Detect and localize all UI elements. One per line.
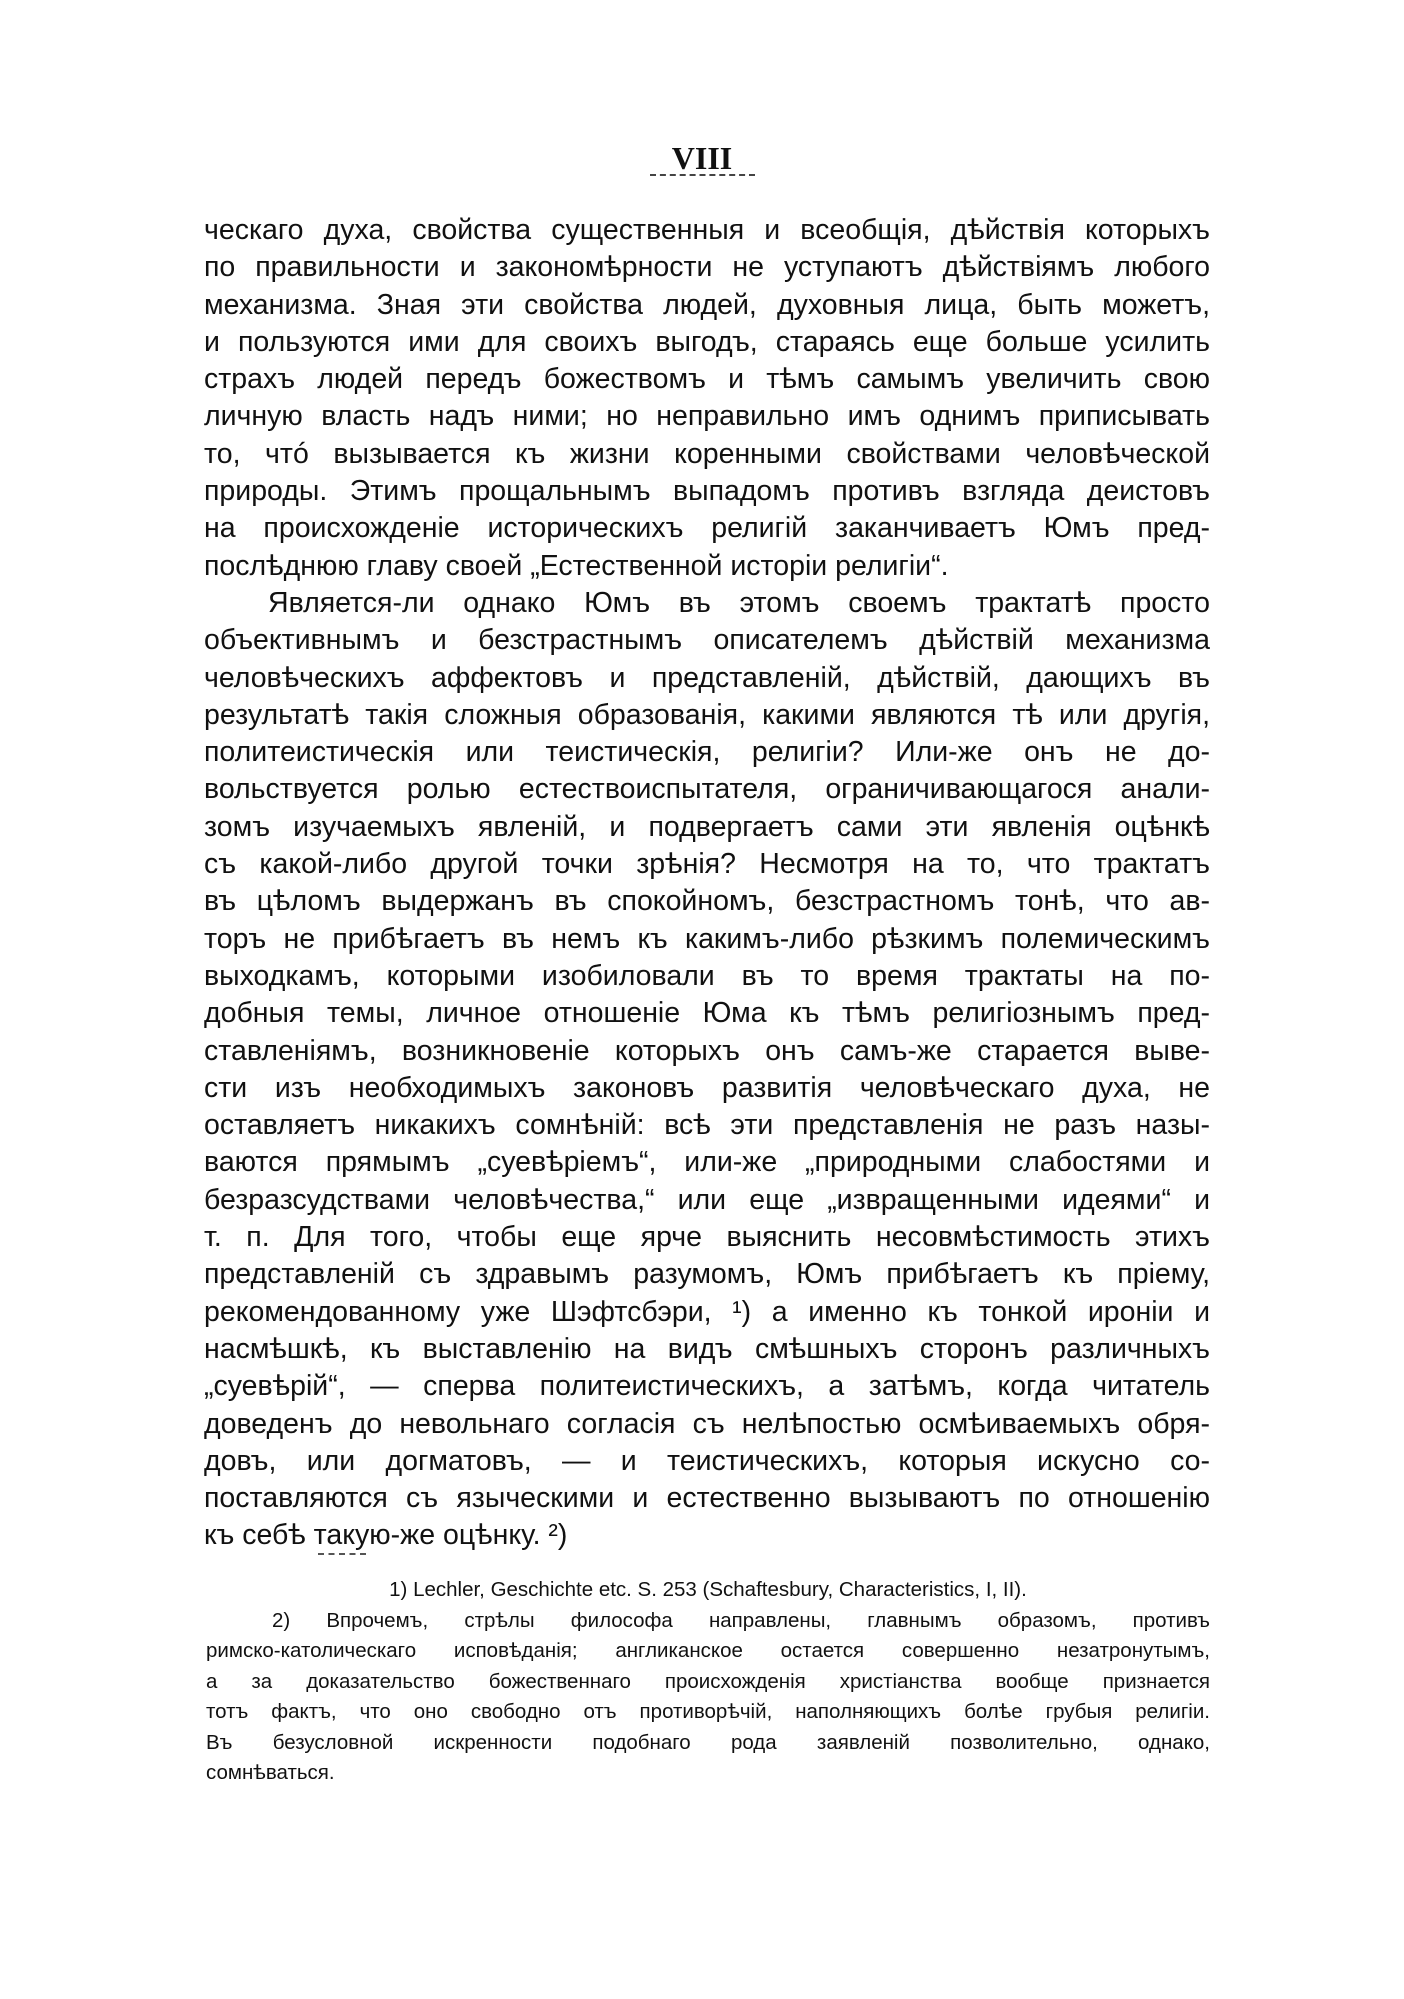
main-text <box>204 212 1210 1555</box>
text-line: съ какой-либо другой точки зрѣнія? Несмотря на то, что трактатъ <box>204 848 1210 881</box>
text-line: добныя темы, личное отношеніе Юма къ тѣмъ религіознымъ пред- <box>204 997 1210 1030</box>
text-line: послѣднюю главу своей „Естественной исторіи религіи“. <box>204 549 949 582</box>
text-line: довъ, или догматовъ, — и теистическихъ, которыя искусно со- <box>204 1444 1210 1477</box>
footnote-2-line: сомнѣваться. <box>206 1761 335 1784</box>
text-line: ставленіямъ, возникновеніе которыхъ онъ самъ-же старается выве- <box>204 1034 1210 1067</box>
footnote-2-line: тотъ фактъ, что оно свободно отъ противорѣчій, наполняющихъ болѣе грубыя религіи. <box>206 1700 1210 1723</box>
text-line: человѣческихъ аффектовъ и представленій, дѣйствій, дающихъ въ <box>204 661 1210 694</box>
text-line: доведенъ до невольнаго согласія съ нелѣпостью осмѣиваемыхъ обря- <box>204 1407 1210 1440</box>
text-line: то, чтó вызывается къ жизни коренными свойствами человѣческой <box>204 437 1210 470</box>
text-line: вольствуется ролью естествоиспытателя, ограничивающагося анали- <box>204 773 1210 806</box>
footnote-separator <box>318 1553 366 1555</box>
text-line: „суевѣрій“, — сперва политеистическихъ, а затѣмъ, когда читатель <box>204 1370 1210 1403</box>
text-line: политеистическія или теистическія, религіи? Или-же онъ не до- <box>204 736 1210 769</box>
page-number-underline <box>650 174 755 176</box>
text-line: ческаго духа, свойства существенныя и всеобщія, дѣйствія которыхъ <box>204 214 1210 246</box>
text-line: личную власть надъ ними; но неправильно имъ однимъ приписывать <box>204 400 1210 433</box>
text-line: и пользуются ими для своихъ выгодъ, стараясь еще больше усилить <box>204 325 1210 358</box>
text-line: рекомендованному уже Шэфтсбэри, ¹) а именно къ тонкой ироніи и <box>204 1295 1210 1328</box>
text-line: оставляетъ никакихъ сомнѣній: всѣ эти представленія не разъ назы- <box>204 1109 1210 1142</box>
text-line: сти изъ необходимыхъ законовъ развитія человѣческаго духа, не <box>204 1071 1210 1104</box>
footnote-2-line: Въ безусловной искренности подобнаго рода заявленій позволительно, однако, <box>206 1730 1210 1754</box>
text-line: объективнымъ и безстрастнымъ описателемъ дѣйствій механизма <box>204 624 1210 657</box>
text-line: въ цѣломъ выдержанъ въ спокойномъ, безстрастномъ тонѣ, что ав- <box>204 885 1210 918</box>
paragraph-start-line: Является-ли однако Юмъ въ этомъ своемъ трактатѣ просто <box>268 586 1210 619</box>
text-line: ваются прямымъ „суевѣріемъ“, или-же „природными слабостями и <box>204 1146 1210 1179</box>
footnote-1: 1) Lechler, Geschichte etc. S. 253 (Schaftesbury, Characteristics, I, II). <box>389 1578 1027 1601</box>
text-line: природы. Этимъ прощальнымъ выпадомъ противъ взгляда деистовъ <box>204 475 1210 508</box>
text-line: механизма. Зная эти свойства людей, духовныя лица, быть можетъ, <box>204 288 1210 321</box>
text-line: зомъ изучаемыхъ явленій, и подвергаетъ сами эти явленія оцѣнкѣ <box>204 810 1210 843</box>
footnote-2-line: римско-католическаго исповѣданія; англиканское остается совершенно незатронутымъ, <box>206 1639 1210 1662</box>
text-line: по правильности и закономѣрности не уступаютъ дѣйствіямъ любого <box>204 251 1210 284</box>
text-line: поставляются съ языческими и естественно вызываютъ по отношенію <box>204 1482 1210 1515</box>
text-line: страхъ людей передъ божествомъ и тѣмъ самымъ увеличить свою <box>204 363 1210 396</box>
text-line: безразсудствами человѣчества,“ или еще „извращенными идеями“ и <box>204 1183 1210 1216</box>
text-line: торъ не прибѣгаетъ въ немъ къ какимъ-либо рѣзкимъ полемическимъ <box>204 922 1210 955</box>
text-line: выходкамъ, которыми изобиловали въ то время трактаты на по- <box>204 959 1210 992</box>
footnote-2-line: а за доказательство божественнаго происхожденія христіанства вообще признается <box>206 1669 1210 1693</box>
text-line: результатѣ такія сложныя образованія, какими являются тѣ или другія, <box>204 698 1210 731</box>
footnote-2-line: 2) Впрочемъ, стрѣлы философа направлены, главнымъ образомъ, противъ <box>272 1608 1210 1632</box>
text-line: насмѣшкѣ, къ выставленію на видъ смѣшныхъ сторонъ различныхъ <box>204 1332 1210 1365</box>
text-line: на происхожденіе историческихъ религій заканчиваетъ Юмъ пред- <box>204 512 1210 545</box>
footnotes <box>206 1575 1210 1789</box>
text-line: т. п. Для того, чтобы еще ярче выяснить несовмѣстимость этихъ <box>204 1221 1210 1254</box>
page-number: VIII <box>671 140 733 176</box>
text-line: представленій съ здравымъ разумомъ, Юмъ прибѣгаетъ къ пріему, <box>204 1258 1210 1291</box>
text-line: къ себѣ такую-же оцѣнку. ²) <box>204 1519 568 1552</box>
